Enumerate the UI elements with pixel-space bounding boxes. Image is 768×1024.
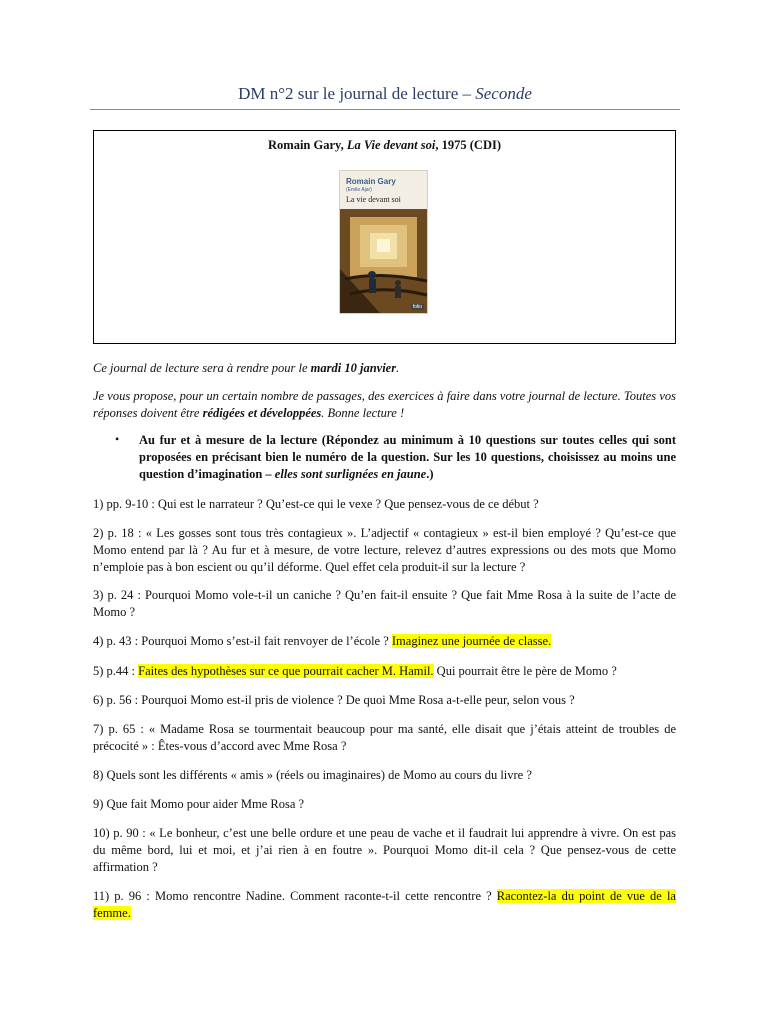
cover-title: La vie devant soi [346, 195, 401, 204]
question-11-text: 11) p. 96 : Momo rencontre Nadine. Comment raconte-t-il cette rencontre ? [93, 889, 497, 903]
title-main: DM n°2 sur le journal de lecture – [238, 84, 476, 103]
question-4-highlight: Imaginez une journée de classe. [391, 634, 552, 648]
book-cover-image [339, 170, 428, 314]
book-title: La Vie devant soi [346, 138, 436, 152]
document-title [90, 84, 680, 104]
due-date-line [93, 360, 676, 377]
question-3: 3) p. 24 : Pourquoi Momo vole-t-il un caniche ? Qu’en fait-il ensuite ? Que fait Mme Rosa à la suite de l’acte de Momo ? [93, 588, 676, 619]
question-7: 7) p. 65 : « Madame Rosa se tourmentait beaucoup pour ma santé, elle disait que j’étais atteint de troubles de précocité » : Êtes-vous d’accord avec Mme Rosa ? [93, 722, 676, 753]
instructions-bold: rédigées et développées [202, 405, 322, 420]
question-6: 6) p. 56 : Pourquoi Momo est-il pris de violence ? De quoi Mme Rosa a-t-elle peur, selon vous ? [93, 693, 575, 707]
question-4 [93, 633, 676, 650]
question-9: 9) Que fait Momo pour aider Mme Rosa ? [93, 797, 305, 811]
cover-author: Romain Gary [346, 177, 396, 186]
book-year: , 1975 (CDI) [435, 138, 501, 152]
due-date: mardi 10 janvier [310, 361, 397, 375]
question-5-suffix: Qui pourrait être le père de Momo ? [433, 664, 617, 678]
instructions-text: Je vous propose, pour un certain nombre de passages, des exercices à faire dans votre journal de lecture. Toutes vos réponses doivent être [93, 389, 676, 420]
question-4-text: 4) p. 43 : Pourquoi Momo s’est-il fait renvoyer de l’école ? [93, 634, 392, 648]
question-1: 1) pp. 9-10 : Qui est le narrateur ? Qu’est-ce qui le vexe ? Que pensez-vous de ce début ? [93, 497, 539, 511]
book-heading [94, 138, 675, 153]
book-box [93, 130, 676, 344]
question-2: 2) p. 18 : « Les gosses sont tous très contagieux ». L’adjectif « contagieux » est-il bien employé ? Qu’est-ce que Momo entend par là ? Au fur et à mesure, de votre lecture, relevez d’autres expressions ou des mots que Momo n’emploie pas à bon escient ou qu’il déforme. Quel effet cela produit-il sur la lecture ? [93, 526, 676, 574]
book-author: Romain Gary, [268, 138, 347, 152]
question-11 [93, 888, 676, 922]
title-level: Seconde [475, 84, 532, 103]
instructions-end: . Bonne lecture ! [321, 405, 405, 420]
instructions-paragraph [93, 388, 676, 421]
bullet-end: .) [426, 467, 434, 481]
due-suffix: . [396, 361, 400, 375]
publisher-logo: folio [412, 304, 422, 310]
question-8: 8) Quels sont les différents « amis » (réels ou imaginaires) de Momo au cours du livre ? [93, 768, 532, 782]
question-10: 10) p. 90 : « Le bonheur, c’est une belle ordure et une peau de vache et il faudrait lui apprendre à vivre. On est pas du même bord, lui et moi, et j’ai rien à en foutre ». Pourquoi Momo dit-il cela ? Que pensez-vous de cette affirmation ? [93, 826, 676, 874]
staircase-photo [340, 209, 427, 313]
question-11-highlight: Racontez-la du point de vue de la femme. [93, 889, 676, 920]
bullet-icon: • [115, 432, 120, 446]
question-5 [93, 663, 676, 680]
question-5-highlight: Faites des hypothèses sur ce que pourrait cacher M. Hamil. [138, 664, 434, 678]
due-prefix: Ce journal de lecture sera à rendre pour le [93, 361, 311, 375]
question-5-prefix: 5) p.44 : [93, 664, 139, 678]
title-underline [90, 109, 680, 110]
bullet-instruction [139, 432, 676, 483]
bullet-text: Au fur et à mesure de la lecture (Répondez au minimum à 10 questions sur toutes celles qui sont proposées en précisant bien le numéro de la question. Sur les 10 questions, choisissez au moins une question d’imagination – [139, 433, 676, 481]
bullet-italic: elles sont surlignées en jaune [274, 467, 427, 481]
cover-pseudonym: (Emile Ajar) [346, 187, 372, 193]
